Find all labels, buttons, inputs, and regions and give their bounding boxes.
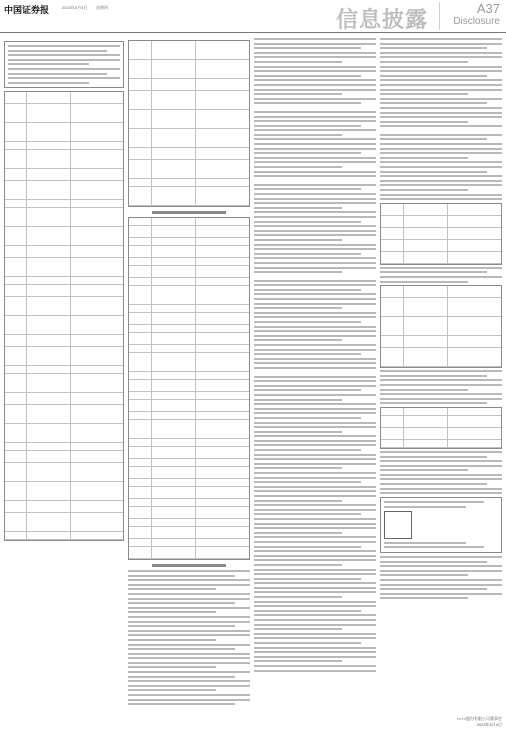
data-table-6 bbox=[380, 407, 502, 449]
column-2 bbox=[128, 38, 250, 738]
section-heading bbox=[152, 564, 225, 567]
weekday: 星期四 bbox=[96, 5, 108, 10]
section-english: Disclosure bbox=[453, 16, 500, 27]
section-title: 信息披露 bbox=[335, 8, 428, 33]
page-number-block bbox=[439, 2, 500, 30]
signature-block bbox=[380, 716, 502, 728]
page-header bbox=[0, 0, 506, 33]
data-table-1 bbox=[4, 91, 124, 541]
column-1 bbox=[4, 38, 124, 738]
data-table-2 bbox=[128, 40, 250, 207]
qr-code-icon bbox=[384, 511, 412, 539]
issue-date: 2023年5月4日 bbox=[62, 5, 88, 10]
registration-box bbox=[380, 497, 502, 553]
column-3 bbox=[254, 38, 376, 738]
notice-box bbox=[4, 41, 124, 88]
table-caption bbox=[152, 211, 225, 214]
data-table-5 bbox=[380, 285, 502, 368]
column-4 bbox=[380, 38, 502, 738]
signature-date: 2023年5月4日 bbox=[476, 722, 502, 727]
data-table-4 bbox=[380, 203, 502, 265]
signature-company: ××××股份有限公司董事会 bbox=[456, 716, 502, 721]
newspaper-masthead: 中国证券报 bbox=[4, 6, 50, 16]
data-table-3 bbox=[128, 217, 250, 560]
page-number: A37 bbox=[476, 1, 500, 16]
